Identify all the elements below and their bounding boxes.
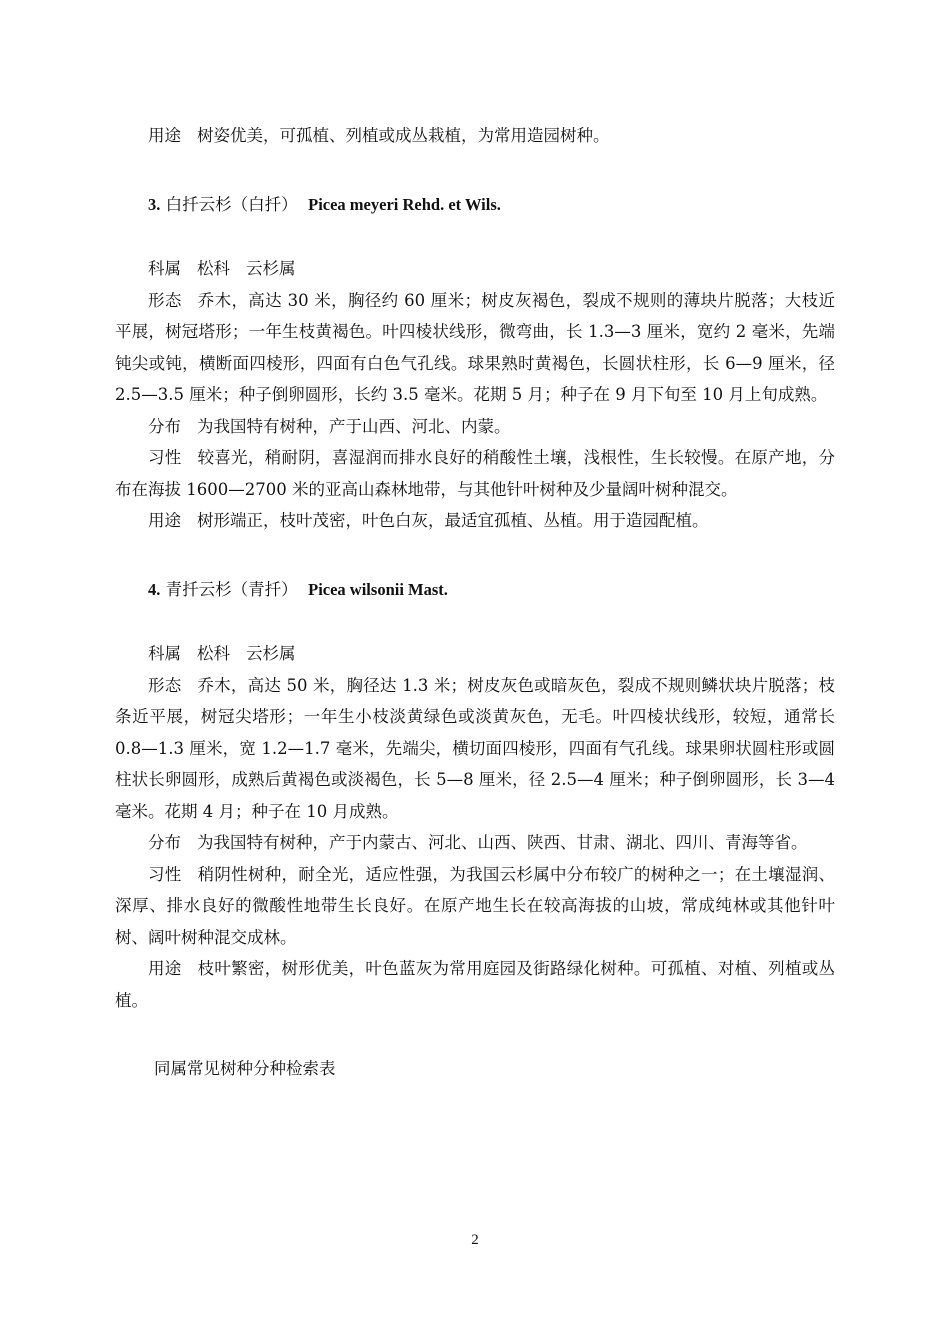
morphology-paragraph bbox=[115, 285, 835, 411]
genus-value: 云杉属 bbox=[246, 259, 296, 278]
morphology-text: 乔木，高达 50 米，胸径达 1.3 米；树皮灰色或暗灰色，裂成不规则鳞状块片脱落；枝条近平展，树冠尖塔形；一年生小枝淡黄绿色或淡黄灰色，无毛。叶四棱状线形，较短，通常长 0.8—1.3 厘米，宽 1.2—1.7 毫米，先端尖，横切面四棱形，四面有气孔线。球果卵状圆柱形或圆柱状长卵圆形，成熟后黄褐色或淡褐色，长 5—8 厘米，径 2.5—4 厘米；种子倒卵圆形，长 3—4 毫米。花期 4 月；种子在 10 月成熟。 bbox=[115, 675, 835, 821]
species-name-latin: Picea meyeri Rehd. et Wils. bbox=[308, 194, 501, 214]
usage-label: 用途 bbox=[148, 126, 181, 145]
family-label: 科属 bbox=[148, 259, 181, 278]
species-number: 3. bbox=[148, 194, 161, 214]
distribution-paragraph bbox=[115, 411, 835, 443]
species-heading bbox=[115, 189, 835, 221]
distribution-label: 分布 bbox=[148, 416, 181, 436]
distribution-paragraph bbox=[115, 827, 835, 859]
morphology-label: 形态 bbox=[148, 675, 182, 695]
usage-label: 用途 bbox=[148, 959, 182, 978]
genus-value: 云杉属 bbox=[246, 644, 296, 663]
species-number: 4. bbox=[148, 579, 161, 599]
morphology-label: 形态 bbox=[148, 290, 182, 310]
morphology-text: 乔木，高达 30 米，胸径约 60 厘米；树皮灰褐色，裂成不规则的薄块片脱落；大枝近平展，树冠塔形；一年生枝黄褐色。叶四棱状线形，微弯曲，长 1.3—3 厘米，宽约 2 毫米，先端钝尖或钝，横断面四棱形，四面有白色气孔线。球果熟时黄褐色，长圆状柱形，长 6—9 厘米，径 2.5—3.5 厘米；种子倒卵圆形，长约 3.5 毫米。花期 5 月；种子在 9 月下旬至 10 月上旬成熟。 bbox=[115, 290, 835, 404]
family-value: 松科 bbox=[197, 259, 230, 278]
habit-paragraph bbox=[115, 442, 835, 505]
index-table-title: 同属常见树种分种检索表 bbox=[154, 1059, 336, 1078]
habit-text: 稍阴性树种，耐全光，适应性强，为我国云杉属中分布较广的树种之一；在土壤湿润、深厚、排水良好的微酸性地带生长良好。在原产地生长在较高海拔的山坡，常成纯林或其他针叶树、阔叶树种混交成林。 bbox=[115, 864, 836, 947]
species-name-cn: 白扦云杉（白扦） bbox=[165, 194, 298, 214]
usage-text: 枝叶繁密，树形优美，叶色蓝灰为常用庭园及街路绿化树种。可孤植、对植、列植或丛植。 bbox=[115, 959, 836, 1010]
species-name-cn: 青扦云杉（青扦） bbox=[165, 579, 298, 599]
usage-text: 树形端正，枝叶茂密，叶色白灰，最适宜孤植、丛植。用于造园配植。 bbox=[197, 511, 709, 530]
habit-label: 习性 bbox=[148, 448, 182, 467]
family-value: 松科 bbox=[197, 644, 230, 663]
document-page bbox=[115, 120, 835, 1085]
morphology-paragraph bbox=[115, 670, 835, 828]
habit-paragraph bbox=[115, 859, 835, 954]
family-paragraph bbox=[115, 638, 835, 670]
habit-text: 较喜光，稍耐阴，喜湿润而排水良好的稍酸性土壤，浅根性，生长较慢。在原产地，分布在海拔 1600—2700 米的亚高山森林地带，与其他针叶树种及少量阔叶树种混交。 bbox=[115, 448, 836, 499]
habit-label: 习性 bbox=[148, 864, 182, 884]
family-paragraph bbox=[115, 253, 835, 285]
species-name-latin: Picea wilsonii Mast. bbox=[308, 579, 448, 599]
distribution-text: 为我国特有树种，产于山西、河北、内蒙。 bbox=[197, 416, 511, 436]
page-number: 2 bbox=[471, 1232, 479, 1248]
usage-label: 用途 bbox=[148, 511, 181, 530]
distribution-label: 分布 bbox=[148, 833, 181, 852]
usage-text: 树姿优美，可孤植、列植或成丛栽植，为常用造园树种。 bbox=[197, 126, 610, 145]
usage-paragraph bbox=[115, 953, 835, 1016]
usage-paragraph bbox=[115, 505, 835, 537]
family-label: 科属 bbox=[148, 644, 181, 663]
intro-usage-paragraph bbox=[115, 120, 835, 152]
species-heading bbox=[115, 574, 835, 606]
distribution-text: 为我国特有树种，产于内蒙古、河北、山西、陕西、甘肃、湖北、四川、青海等省。 bbox=[197, 833, 808, 852]
